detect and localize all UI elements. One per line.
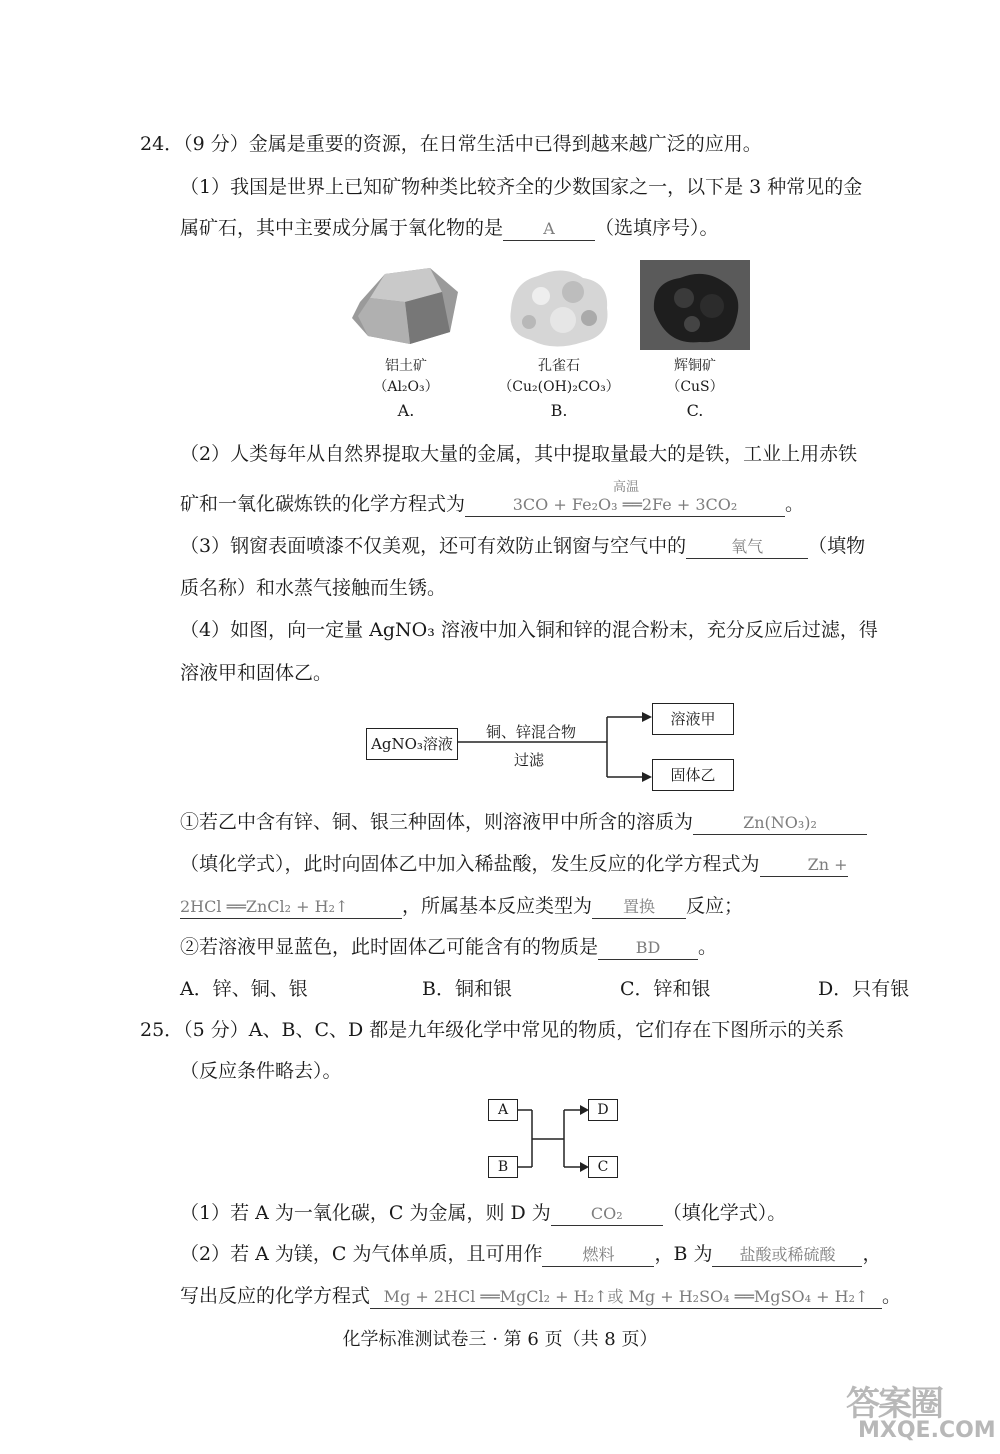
- q24-s1-line1: ①若乙中含有锌、铜、银三种固体，则溶液甲中所含的溶质为 Zn(NO₃)₂: [180, 808, 867, 836]
- option-c: C．锌和银: [620, 978, 711, 1000]
- ore-b-letter: B.: [550, 401, 568, 420]
- ore-a-letter: A.: [397, 401, 415, 420]
- q25-p2-line: （2）若 A 为镁，C 为气体单质，且可用作 燃料 ，B 为 盐酸或稀硫酸 ，: [180, 1243, 882, 1265]
- ore-a-formula: （Al₂O₃）: [373, 379, 439, 395]
- ore-c-name: 辉铜矿: [674, 358, 716, 374]
- solution-jia-box: 溶液甲: [652, 703, 734, 735]
- option-b: B．铜和银: [422, 978, 512, 1000]
- ore-b-formula: （Cu₂(OH)₂CO₃）: [498, 379, 620, 395]
- q25-p2-answer1: 燃料: [542, 1244, 654, 1267]
- node-d: D: [588, 1099, 618, 1121]
- chalcocite-ore-image: [640, 260, 750, 350]
- q24-s1-line3: 2HCl ══ZnCl₂ + H₂↑ ，所属基本反应类型为 置换 反应；: [180, 895, 744, 917]
- watermark-url: MXQE.COM: [858, 1418, 996, 1443]
- option-d: D．只有银: [818, 978, 910, 1000]
- q24-p4-line1: （4）如图，向一定量 AgNO₃ 溶液中加入铜和锌的混合粉末，充分反应后过滤，得: [180, 619, 878, 641]
- q24-p2-line1: （2）人类每年从自然界提取大量的金属，其中提取量最大的是铁，工业上用赤铁: [180, 443, 858, 465]
- q24-p3-line1: （3）钢窗表面喷漆不仅美观，还可有效防止钢窗与空气中的 氧气 （填物: [180, 535, 866, 557]
- ore-c-formula: （CuS）: [666, 379, 724, 395]
- arrow-label-filter: 过滤: [514, 751, 545, 769]
- q25-p1-line: （1）若 A 为一氧化碳，C 为金属，则 D 为 CO₂ （填化学式）。: [180, 1202, 787, 1224]
- q24-s1-answer2a: Zn +: [760, 854, 848, 877]
- q24-p3-answer: 氧气: [686, 536, 808, 559]
- q24-heading: 24．（9 分）金属是重要的资源，在日常生活中已得到越来越广泛的应用。: [140, 133, 762, 155]
- q24-s1-answer3: 置换: [592, 896, 686, 919]
- node-c: C: [588, 1156, 618, 1178]
- q24-p1-answer: A: [503, 218, 595, 241]
- arrow-label-mixture: 铜、锌混合物: [486, 723, 577, 741]
- solid-yi-box: 固体乙: [652, 759, 734, 791]
- q25-p3-line: 写出反应的化学方程式 Mg + 2HCl ══MgCl₂ + H₂↑或 Mg + H₂SO₄ ══MgSO₄ + H₂↑ 。: [180, 1285, 902, 1307]
- q24-s1-line2: （填化学式），此时向固体乙中加入稀盐酸，发生反应的化学方程式为 Zn +: [180, 853, 848, 875]
- q25-heading-line2: （反应条件略去）。: [180, 1060, 342, 1082]
- malachite-ore-image: [503, 262, 615, 350]
- q25-p1-answer: CO₂: [551, 1203, 663, 1226]
- q24-s1-answer1: Zn(NO₃)₂: [693, 812, 867, 835]
- q24-p1-line2: 属矿石，其中主要成分属于氧化物的是 A （选填序号）。: [180, 217, 719, 239]
- agno3-solution-box: AgNO₃溶液: [366, 728, 458, 760]
- q24-s2-line: ②若溶液甲显蓝色，此时固体乙可能含有的物质是 BD 。: [180, 936, 718, 958]
- page-footer: 化学标准测试卷三 · 第 6 页（共 8 页）: [342, 1329, 658, 1350]
- ore-a-name: 铝土矿: [385, 358, 427, 374]
- high-temp-condition: 高温: [613, 480, 640, 495]
- q24-p2-line2: 矿和一氧化碳炼铁的化学方程式为 高温 3CO + Fe₂O₃ ══2Fe + 3CO₂ 。: [180, 490, 804, 518]
- q24-p2-answer: 高温 3CO + Fe₂O₃ ══2Fe + 3CO₂: [465, 494, 785, 517]
- q25-p2-answer2: 盐酸或稀硫酸: [712, 1244, 862, 1267]
- watermark-logo: 答案圈: [846, 1384, 942, 1424]
- q24-p3-line2: 质名称）和水蒸气接触而生锈。: [180, 577, 447, 599]
- node-a: A: [488, 1099, 518, 1121]
- q25-heading: 25．（5 分）A、B、C、D 都是九年级化学中常见的物质，它们存在下图所示的关系: [140, 1019, 845, 1041]
- q24-s2-answer: BD: [598, 937, 698, 960]
- q24-p1-line1: （1）我国是世界上已知矿物种类比较齐全的少数国家之一，以下是 3 种常见的金: [180, 176, 863, 198]
- ore-c-letter: C.: [686, 401, 704, 420]
- q25-p3-answer: Mg + 2HCl ══MgCl₂ + H₂↑或 Mg + H₂SO₄ ══MgSO₄ + H₂↑: [370, 1286, 882, 1309]
- bauxite-ore-image: [350, 262, 462, 348]
- q24-s1-answer2b: 2HCl ══ZnCl₂ + H₂↑: [180, 896, 402, 919]
- q24-p4-line2: 溶液甲和固体乙。: [180, 662, 333, 684]
- option-a: A．锌、铜、银: [180, 978, 308, 1000]
- ore-b-name: 孔雀石: [538, 358, 580, 374]
- node-b: B: [488, 1156, 518, 1178]
